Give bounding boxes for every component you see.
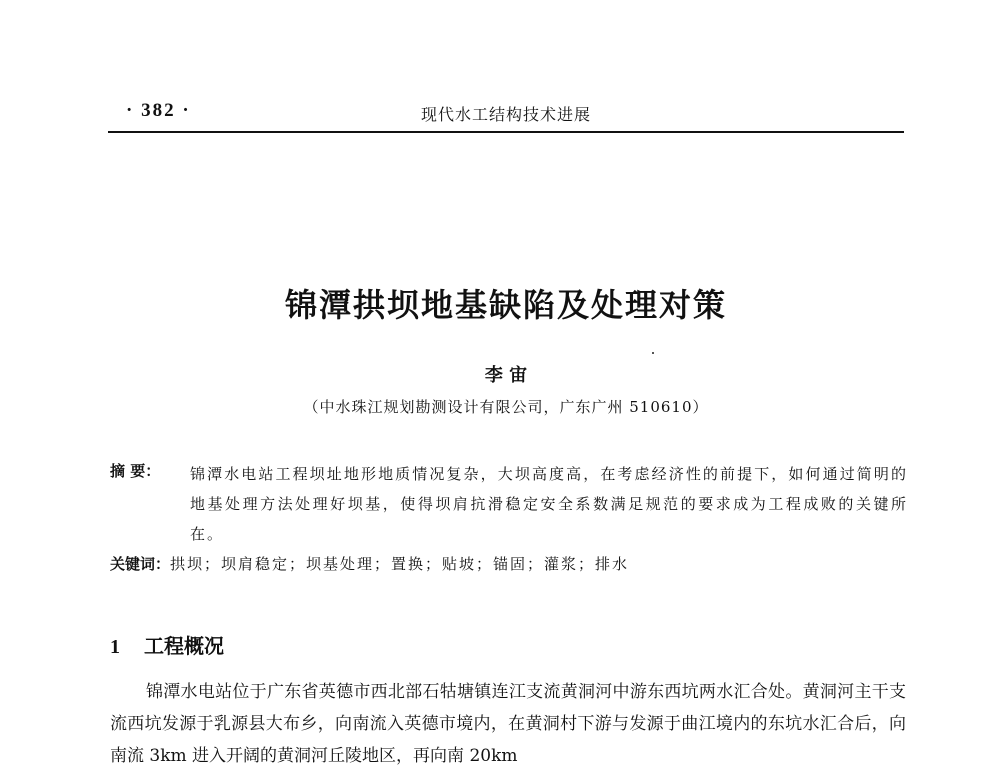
running-header xyxy=(108,98,904,128)
keywords-text: 拱坝；坝肩稳定；坝基处理；置换；贴坡；锚固；灌浆；排水 xyxy=(170,555,630,573)
header-rule xyxy=(108,131,904,133)
section-heading xyxy=(110,630,224,659)
keywords-label: 关键词： xyxy=(110,555,171,573)
page-number: · 382 · xyxy=(126,100,191,121)
scan-speck xyxy=(652,352,654,354)
abstract-text: 锦潭水电站工程坝址地形地质情况复杂，大坝高度高，在考虑经济性的前提下，如何通过简明的地基处理方法处理好坝基，使得坝肩抗滑稳定安全系数满足规范的要求成为工程成败的关键所在。 xyxy=(190,465,908,543)
journal-title: 现代水工结构技术进展 xyxy=(420,105,591,124)
body-paragraph: 锦潭水电站位于广东省英德市西北部石牯塘镇连江支流黄洞河中游东西坑两水汇合处。黄洞河主干支流西坑发源于乳源县大布乡，向南流入英德市境内，在黄洞村下游与发源于曲江境内的东坑水汇合后，向南流 3km 进入开阔的黄洞河丘陵地区，再向南 20km xyxy=(110,682,906,766)
keywords-row xyxy=(110,553,629,574)
section-title: 工程概况 xyxy=(144,634,224,658)
abstract-label: 摘 要： xyxy=(110,462,161,480)
author-affiliation: （中水珠江规划勘测设计有限公司，广东广州 510610） xyxy=(303,398,709,416)
section-number: 1 xyxy=(110,636,120,658)
article-title: 锦潭拱坝地基缺陷及处理对策 xyxy=(284,286,727,324)
author-name: 李 宙 xyxy=(484,365,528,386)
